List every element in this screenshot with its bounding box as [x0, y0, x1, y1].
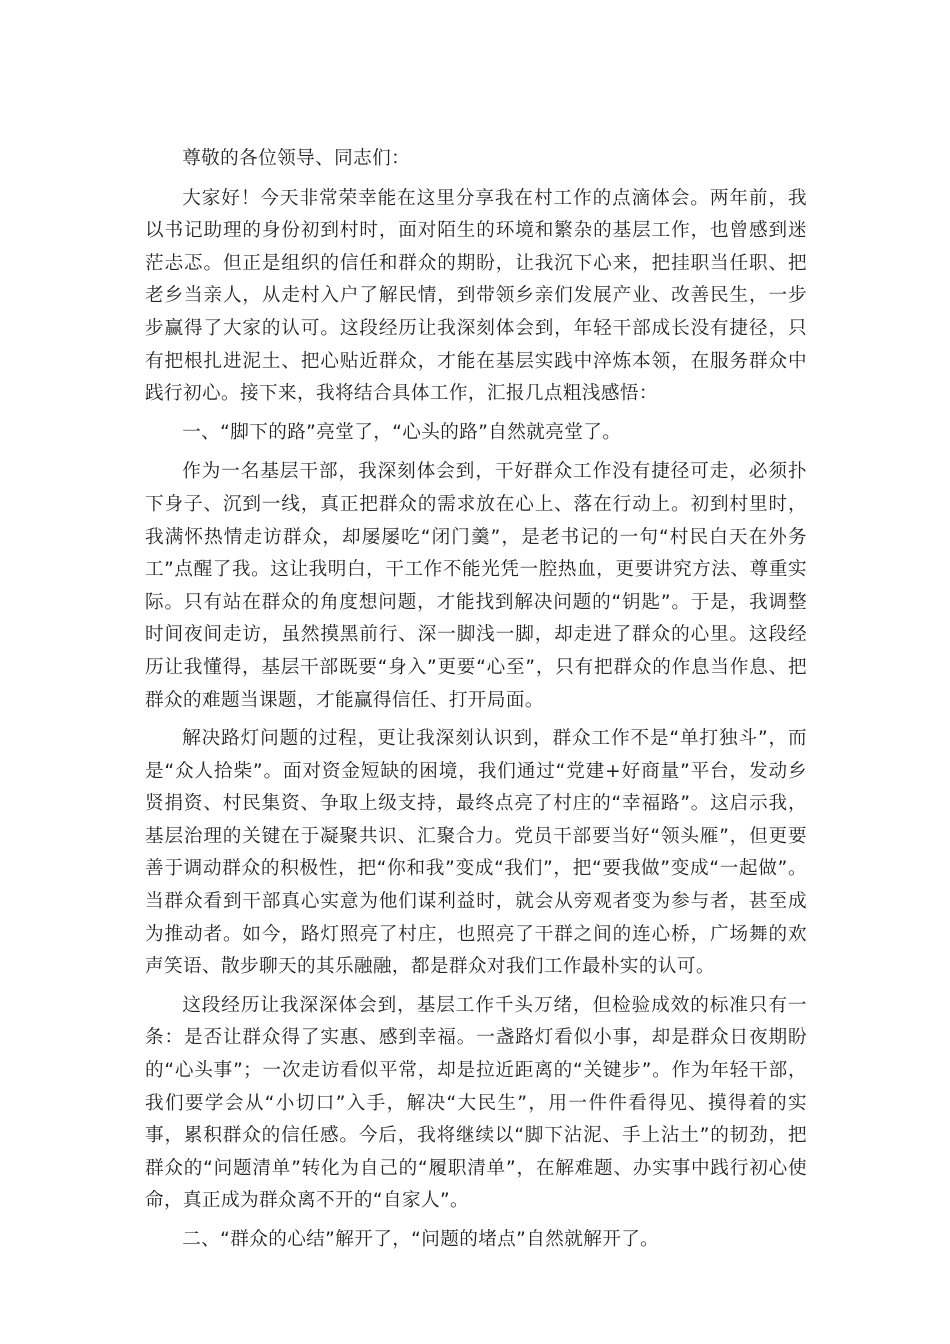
document-body	[145, 143, 807, 1264]
section-heading-1: 一、“脚下的路”亮堂了，“心头的路”自然就亮堂了。	[182, 421, 622, 443]
salutation: 尊敬的各位领导、同志们：	[182, 148, 411, 169]
body-paragraph-3: 这段经历让我深深体会到，基层工作千头万绪，但检验成效的标准只有一条：是否让群众得了实惠、感到幸福。一盏路灯看似小事，却是群众日夜期盼的“心头事”；一次走访看似平常，却是拉近距离的“关键步”。作为年轻干部，我们要学会从“小切口”入手，解决“大民生”，用一件件看得见、摸得着的实事，累积群众的信任感。今后，我将继续以“脚下沾泥、手上沾土”的韧劲，把群众的“问题清单”转化为自己的“履职清单”，在解难题、办实事中践行初心使命，真正成为群众离不开的“自家人”。	[145, 994, 807, 1212]
section-heading-2: 二、“群众的心结”解开了，“问题的堵点”自然就解开了。	[182, 1229, 660, 1250]
body-paragraph-2: 解决路灯问题的过程，更让我深刻认识到，群众工作不是“单打独斗”，而是“众人拾柴”。面对资金短缺的困境，我们通过“党建+好商量”平台，发动乡贤捐资、村民集资、争取上级支持，最终点亮了村庄的“幸福路”。这启示我，基层治理的关键在于凝聚共识、汇聚合力。党员干部要当好“领头雁”，但更要善于调动群众的积极性，把“你和我”变成“我们”，把“要我做”变成“一起做”。当群众看到干部真心实意为他们谋利益时，就会从旁观者变为参与者，甚至成为推动者。如今，路灯照亮了村庄，也照亮了干群之间的连心桥，广场舞的欢声笑语、散步聊天的其乐融融，都是群众对我们工作最朴实的认可。	[145, 728, 807, 978]
body-paragraph-1: 作为一名基层干部，我深刻体会到，干好群众工作没有捷径可走，必须扑下身子、沉到一线，真正把群众的需求放在心上、落在行动上。初到村里时，我满怀热情走访群众，却屡屡吃“闭门羹”，是老书记的一句“村民白天在外务工”点醒了我。这让我明白，干工作不能光凭一腔热血，更要讲究方法、尊重实际。只有站在群众的角度想问题，才能找到解决问题的“钥匙”。于是，我调整时间夜间走访，虽然摸黑前行、深一脚浅一脚，却走进了群众的心里。这段经历让我懂得，基层干部既要“身入”更要“心至”，只有把群众的作息当作息、把群众的难题当课题，才能赢得信任、打开局面。	[145, 461, 807, 711]
intro-paragraph: 大家好！今天非常荣幸能在这里分享我在村工作的点滴体会。两年前，我以书记助理的身份初到村时，面对陌生的环境和繁杂的基层工作，也曾感到迷茫忐忑。但正是组织的信任和群众的期盼，让我沉下心来，把挂职当任职、把老乡当亲人，从走村入户了解民情，到带领乡亲们发展产业、改善民生，一步步赢得了大家的认可。这段经历让我深刻体会到，年轻干部成长没有捷径，只有把根扎进泥土、把心贴近群众，才能在基层实践中淬炼本领，在服务群众中践行初心。接下来，我将结合具体工作，汇报几点粗浅感悟：	[145, 187, 807, 405]
